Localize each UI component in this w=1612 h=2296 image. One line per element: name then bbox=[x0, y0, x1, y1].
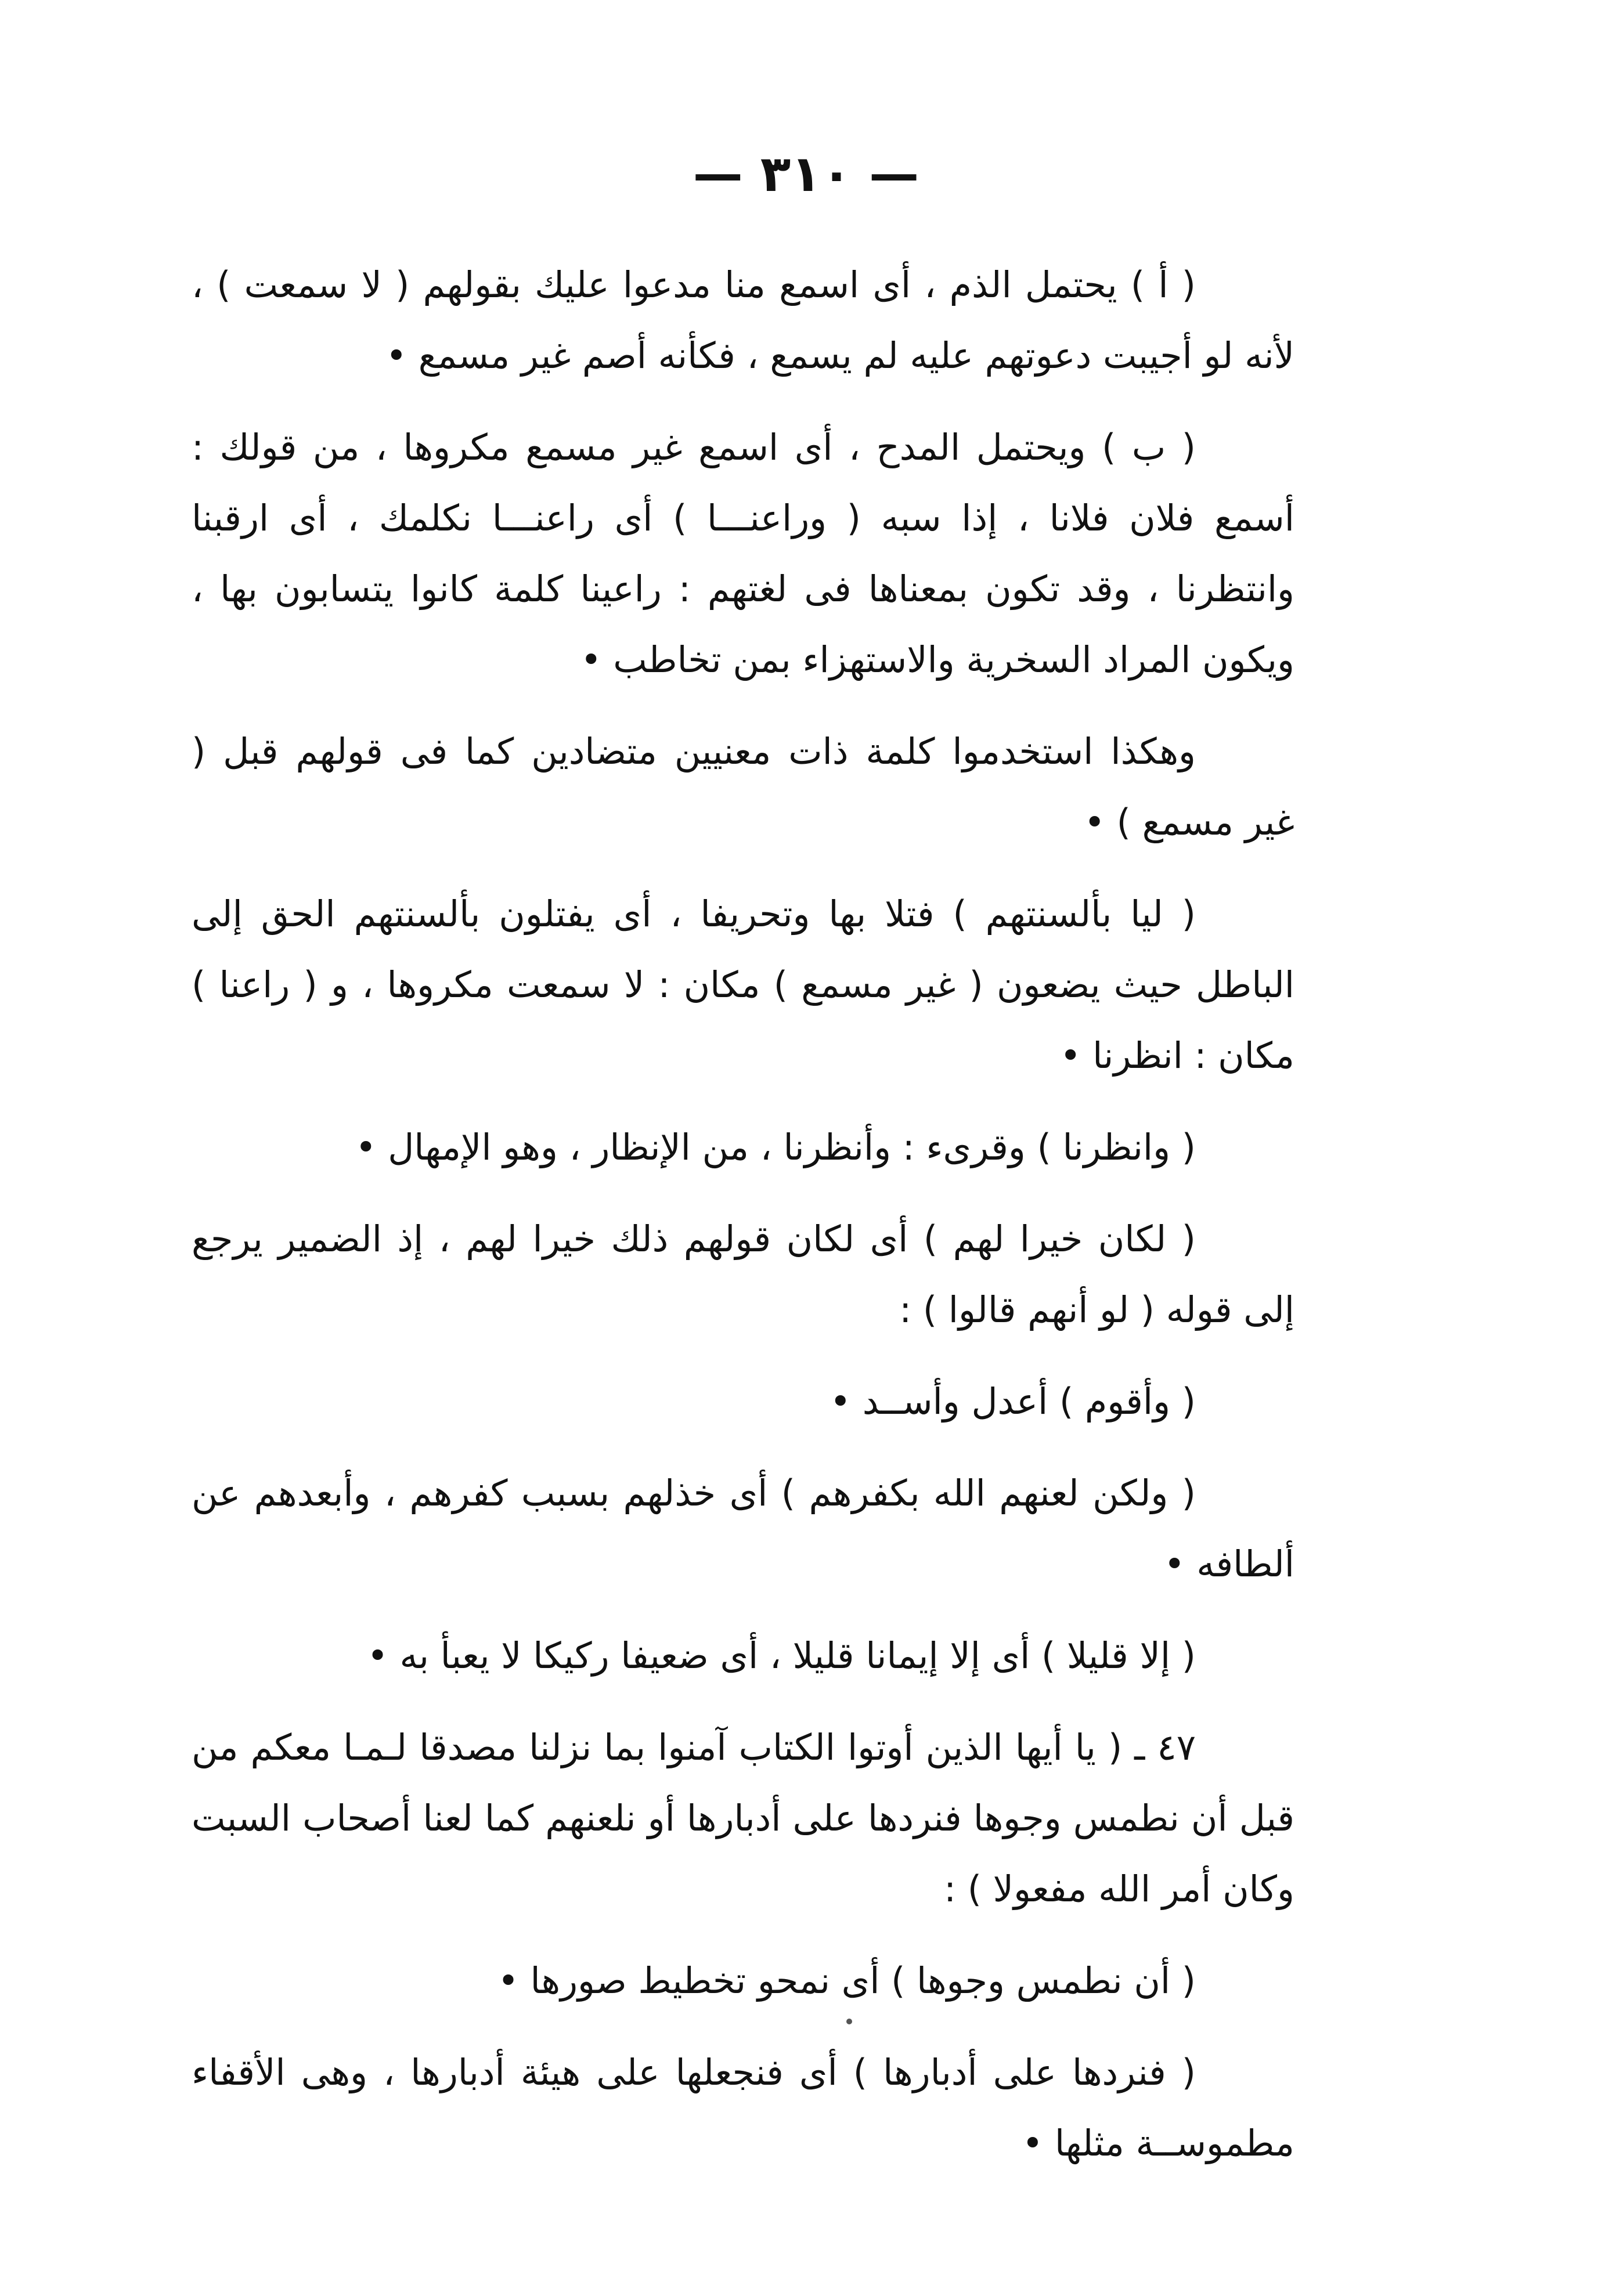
paragraph-contrast: وهكذا استخدموا كلمة ذات معنيين متضادين كما فى قولهم قبل ( غير مسمع ) • bbox=[192, 730, 1294, 843]
scan-speck bbox=[846, 2019, 852, 2024]
paragraph-b: ( ب ) ويحتمل المدح ، أى اسمع غير مسمع مكروها ، من قولك : أسمع فلان فلانا ، إذا سبه ( وراعنـــا ) أى راعنـــا نكلمك ، أى ارقبنا وانتظرنا ، وقد تكون بمعناها فى لغتهم : راعينا كلمة كانوا يتسابون بها ، ويكون المراد السخرية والاستهزاء بمن تخاطب • bbox=[192, 426, 1294, 681]
paragraph-verse-47: ٤٧ ـ ( يا أيها الذين أوتوا الكتاب آمنوا بما نزلنا مصدقا لـمـا معكم من قبل أن نطمس وجوها فنردها على أدبارها أو نلعنهم كما لعنا أصحاب السبت وكان أمر الله مفعولا ) : bbox=[192, 1726, 1294, 1910]
paragraph-a: ( أ ) يحتمل الذم ، أى اسمع منا مدعوا عليك بقولهم ( لا سمعت ) ، لأنه لو أجيبت دعوتهم عليه لم يسمع ، فكأنه أصم غير مسمع • bbox=[192, 263, 1294, 377]
paragraph-khayran: ( لكان خيرا لهم ) أى لكان قولهم ذلك خيرا لهم ، إذ الضمير يرجع إلى قوله ( لو أنهم قالوا ) : bbox=[192, 1218, 1294, 1331]
paragraph-natmis: ( أن نطمس وجوها ) أى نمحو تخطيط صورها • bbox=[497, 1959, 1196, 2002]
paragraph-naruddaha: ( فنردها على أدبارها ) أى فنجعلها على هيئة أدبارها ، وهى الأقفاء مطموســة مثلها • bbox=[192, 2051, 1294, 2164]
paragraph-layyan: ( ليا بألسنتهم ) فتلا بها وتحريفا ، أى يفتلون بألسنتهم الحق إلى الباطل حيث يضعون ( غير مسمع ) مكان : لا سمعت مكروها ، و ( راعنا ) مكان : انظرنا • bbox=[192, 893, 1294, 1077]
paragraph-unzurna: ( وانظرنا ) وقرىء : وأنظرنا ، من الإنظار ، وهو الإمهال • bbox=[355, 1126, 1196, 1168]
paragraph-qalilan: ( إلا قليلا ) أى إلا إيمانا قليلا ، أى ضعيفا ركيكا لا يعبأ به • bbox=[367, 1634, 1196, 1677]
page-number: — ٣١٠ — bbox=[693, 145, 919, 203]
paragraph-laanahum: ( ولكن لعنهم الله بكفرهم ) أى خذلهم بسبب كفرهم ، وأبعدهم عن ألطافه • bbox=[192, 1472, 1294, 1585]
paragraph-aqwam: ( وأقوم ) أعدل وأســد • bbox=[830, 1380, 1196, 1423]
page-body bbox=[192, 250, 1294, 2200]
